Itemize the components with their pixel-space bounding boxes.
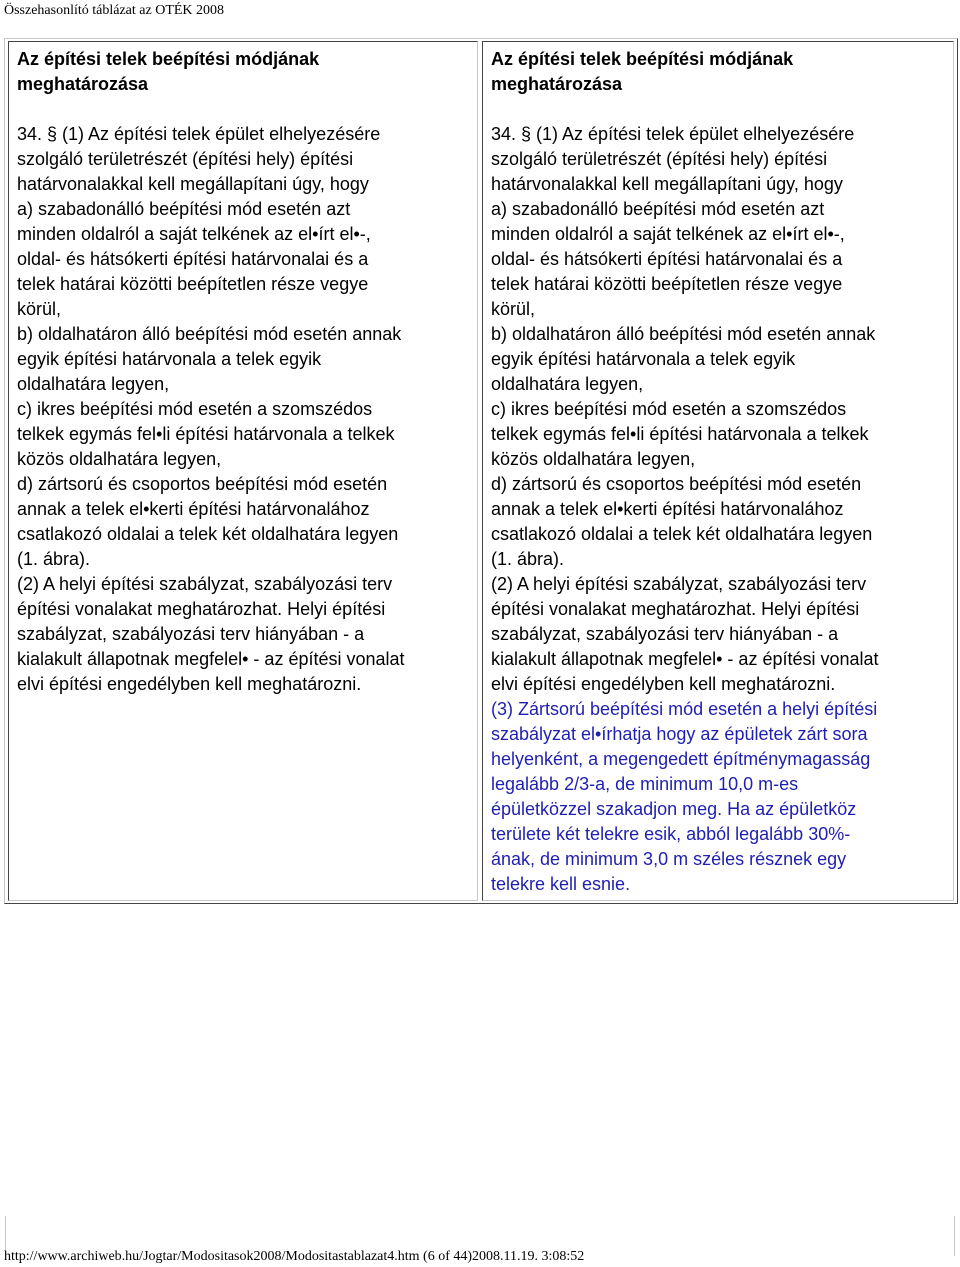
page-header: Összehasonlító táblázat az OTÉK 2008: [4, 3, 225, 18]
right-body-line: építési vonalakat meghatározhat. Helyi építési: [491, 599, 860, 619]
right-body-line: körül,: [491, 299, 536, 319]
right-body-line: a) szabadonálló beépítési mód esetén azt: [491, 199, 825, 219]
right-section-title: [491, 47, 946, 97]
right-body-line: csatlakozó oldalai a telek két oldalhatára legyen: [491, 524, 873, 544]
right-added-line: területe két telekre esik, abból legalább 30%-: [491, 824, 851, 844]
right-body-line: telek határai közötti beépítetlen része vegye: [491, 274, 843, 294]
left-body-line: telkek egymás fel•li építési határvonala a telkek: [17, 424, 395, 444]
left-body-line: oldal- és hátsókerti építési határvonalai és a: [17, 249, 369, 269]
left-body-line: csatlakozó oldalai a telek két oldalhatára legyen: [17, 524, 399, 544]
left-body-line: határvonalakkal kell megállapítani úgy, hogy: [17, 174, 369, 194]
right-body-line: kialakult állapotnak megfelel• - az építési vonalat: [491, 649, 879, 669]
left-body-line: építési vonalakat meghatározhat. Helyi építési: [17, 599, 386, 619]
right-added-line: szabályzat el•írhatja hogy az épületek zárt sora: [491, 724, 868, 744]
right-body-line: elvi építési engedélyben kell meghatározni.: [491, 674, 836, 694]
left-body-line: b) oldalhatáron álló beépítési mód esetén annak: [17, 324, 402, 344]
right-column-cell: [482, 41, 954, 901]
right-body-line: telkek egymás fel•li építési határvonala a telkek: [491, 424, 869, 444]
right-added-line: helyenként, a megengedett építménymagasság: [491, 749, 871, 769]
left-body-line: (1. ábra).: [17, 549, 91, 569]
right-added-line: (3) Zártsorú beépítési mód esetén a helyi építési: [491, 699, 878, 719]
right-body-line: határvonalakkal kell megállapítani úgy, hogy: [491, 174, 843, 194]
right-added-paragraph: [491, 697, 946, 897]
right-added-line: ának, de minimum 3,0 m széles résznek egy: [491, 849, 847, 869]
right-body-line: szolgáló területrészét (építési hely) építési: [491, 149, 828, 169]
left-body-line: körül,: [17, 299, 62, 319]
left-body-line: (2) A helyi építési szabályzat, szabályozási terv: [17, 574, 393, 594]
right-body-line: d) zártsorú és csoportos beépítési mód esetén: [491, 474, 862, 494]
left-title-line: meghatározása: [17, 74, 149, 94]
right-body-line: szabályzat, szabályozási terv hiányában - a: [491, 624, 839, 644]
right-body-line: (2) A helyi építési szabályzat, szabályozási terv: [491, 574, 867, 594]
left-body-line: a) szabadonálló beépítési mód esetén azt: [17, 199, 351, 219]
left-body-line: szolgáló területrészét (építési hely) építési: [17, 149, 354, 169]
left-section-title: [17, 47, 472, 97]
page-footer-url: http://www.archiweb.hu/Jogtar/Modositasok2008/Modositastablazat4.htm (6 of 44)2008.11.19. 3:08:52: [4, 1249, 585, 1264]
right-body-line: (1. ábra).: [491, 549, 565, 569]
right-title-line: Az építési telek beépítési módjának: [491, 49, 794, 69]
left-body-line: kialakult állapotnak megfelel• - az építési vonalat: [17, 649, 405, 669]
left-body-line: annak a telek el•kerti építési határvonalához: [17, 499, 370, 519]
comparison-table: [4, 38, 958, 904]
left-column-cell: [8, 41, 478, 901]
right-body-line: b) oldalhatáron álló beépítési mód esetén annak: [491, 324, 876, 344]
right-added-line: telekre kell esnie.: [491, 874, 631, 894]
left-body-line: közös oldalhatára legyen,: [17, 449, 222, 469]
table-continuation-rule: [954, 1216, 955, 1256]
left-body-line: szabályzat, szabályozási terv hiányában - a: [17, 624, 365, 644]
left-body-line: d) zártsorú és csoportos beépítési mód esetén: [17, 474, 388, 494]
right-body-line: annak a telek el•kerti építési határvonalához: [491, 499, 844, 519]
right-body-line: c) ikres beépítési mód esetén a szomszédos: [491, 399, 847, 419]
right-body-line: 34. § (1) Az építési telek épület elhelyezésére: [491, 124, 855, 144]
left-body-line: minden oldalról a saját telkének az el•írt el•-,: [17, 224, 371, 244]
right-body-line: oldal- és hátsókerti építési határvonalai és a: [491, 249, 843, 269]
right-added-line: épületközzel szakadjon meg. Ha az épületköz: [491, 799, 857, 819]
left-body-line: 34. § (1) Az építési telek épület elhelyezésére: [17, 124, 381, 144]
right-title-line: meghatározása: [491, 74, 623, 94]
left-body-line: telek határai közötti beépítetlen része vegye: [17, 274, 369, 294]
left-body-line: oldalhatára legyen,: [17, 374, 170, 394]
right-body-line: közös oldalhatára legyen,: [491, 449, 696, 469]
left-body-line: c) ikres beépítési mód esetén a szomszédos: [17, 399, 373, 419]
left-title-line: Az építési telek beépítési módjának: [17, 49, 320, 69]
left-body-line: elvi építési engedélyben kell meghatározni.: [17, 674, 362, 694]
left-body-text: [17, 122, 472, 697]
right-body-text: [491, 122, 946, 697]
right-body-line: egyik építési határvonala a telek egyik: [491, 349, 796, 369]
right-added-line: legalább 2/3-a, de minimum 10,0 m-es: [491, 774, 799, 794]
right-body-line: minden oldalról a saját telkének az el•írt el•-,: [491, 224, 845, 244]
right-body-line: oldalhatára legyen,: [491, 374, 644, 394]
left-body-line: egyik építési határvonala a telek egyik: [17, 349, 322, 369]
